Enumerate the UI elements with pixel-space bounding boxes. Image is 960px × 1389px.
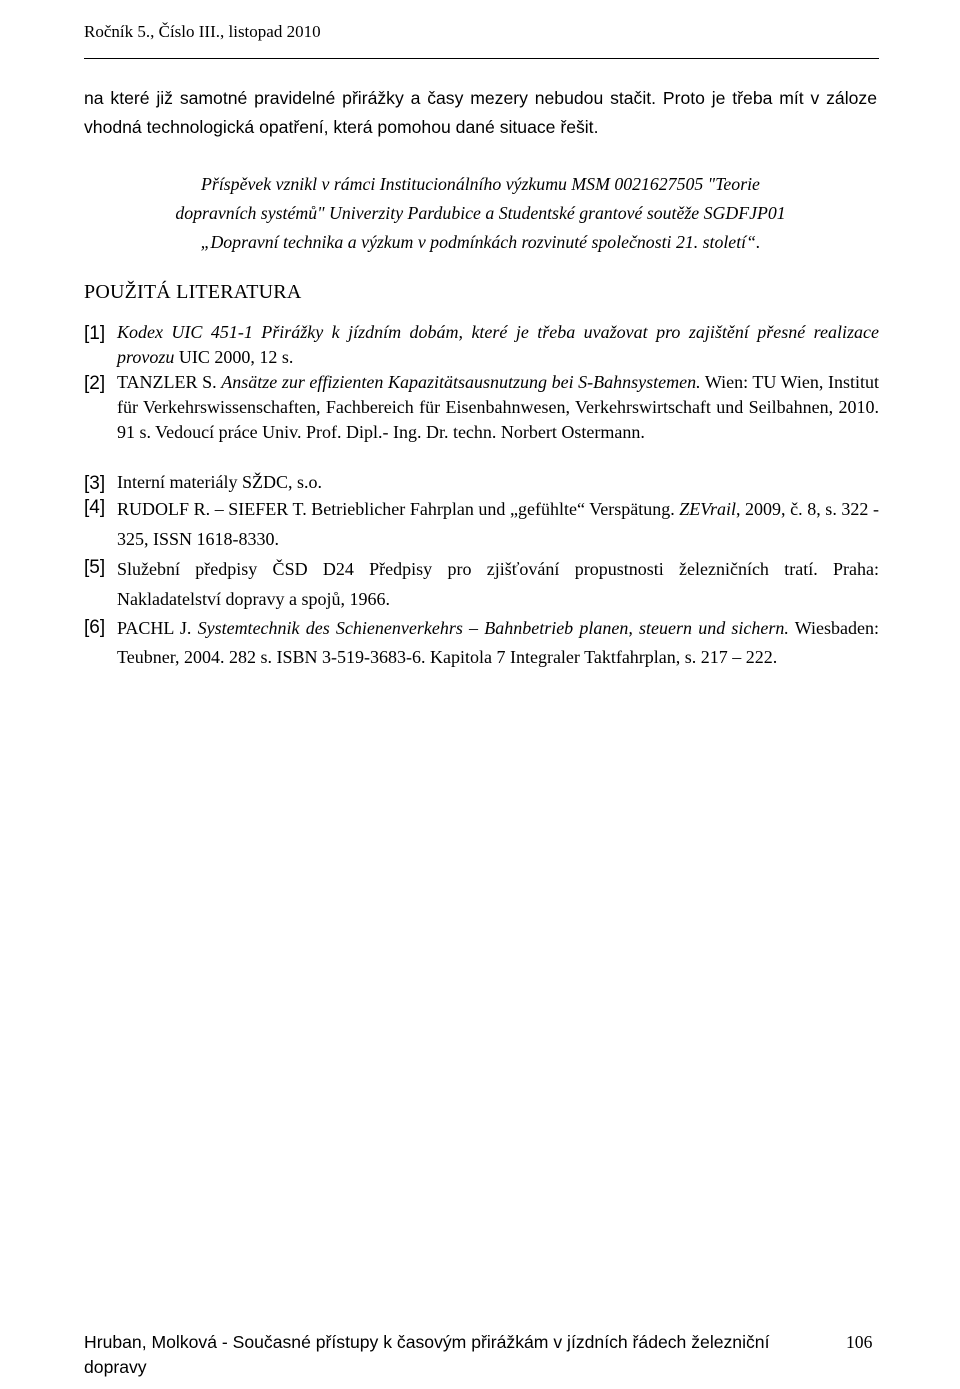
acknowledgement-line: „Dopravní technika a výzkum v podmínkách rozvinuté společnosti 21. století“.: [200, 232, 761, 252]
reference-text: Interní materiály SŽDC, s.o.: [117, 472, 322, 492]
reference-title: Kodex UIC 451-1 Přirážky k jízdním dobám, které je třeba uvažovat pro zajištění přesné realizace provozu: [117, 322, 879, 367]
reference-text: [117, 320, 879, 370]
reference-text: Služební předpisy ČSD D24 Předpisy pro zjišťování propustnosti železničních tratí. Praha: Nakladatelství dopravy a spojů, 1966.: [117, 559, 879, 609]
reference-author: TANZLER S.: [117, 372, 222, 392]
reference-author: PACHL J.: [117, 618, 198, 638]
running-header: Ročník 5., Číslo III., listopad 2010: [84, 22, 321, 41]
reference-item: [84, 494, 879, 554]
body-paragraph: na které již samotné pravidelné přirážky a časy mezery nebudou stačit. Proto je třeba mít v záloze vhodná technologická opatření, která pomohou dané situace řešit.: [84, 88, 877, 137]
reference-author-title: RUDOLF R. – SIEFER T. Betrieblicher Fahrplan und „gefühlte“ Verspätung.: [117, 499, 680, 519]
reference-number: [6]: [84, 617, 106, 638]
reference-title: Ansätze zur effizienten Kapazitätsausnutzung bei S-Bahnsystemen.: [221, 372, 701, 392]
reference-journal: ZEVrail: [679, 499, 736, 519]
header-rule: [84, 58, 879, 59]
reference-item: [84, 470, 879, 495]
reference-title: Systemtechnik des Schienenverkehrs – Bahnbetrieb planen, steuern und sichern.: [197, 618, 789, 638]
reference-text: [117, 370, 879, 445]
reference-item: [84, 320, 879, 370]
acknowledgement-line: dopravních systémů" Univerzity Pardubice a Studentské grantové soutěže SGDFJP01: [175, 203, 786, 223]
reference-number: [1]: [84, 323, 106, 344]
footer-text: Hruban, Molková - Současné přístupy k časovým přirážkám v jízdních řádech železniční dopravy: [84, 1332, 770, 1377]
reference-details: , 2009, č. 8, s. 322 - 325, ISSN 1618-8330.: [117, 499, 879, 549]
reference-details: Wien: TU Wien, Institut für Verkehrswissenschaften, Fachbereich für Eisenbahnwesen, Verkehrswirtschaft und Seilbahnen, 2010. 91 s. Vedoucí práce Univ. Prof. Dipl.- Ing. Dr. techn. Norbert Ostermann.: [117, 372, 880, 442]
reference-number: [4]: [84, 497, 106, 518]
acknowledgement-line: Příspěvek vznikl v rámci Institucionálního výzkumu MSM 0021627505 "Teorie: [201, 174, 760, 194]
reference-details: Wiesbaden: Teubner, 2004. 282 s. ISBN 3-519-3683-6. Kapitola 7 Integraler Taktfahrplan, s. 217 – 222.: [117, 618, 880, 667]
reference-item: [84, 370, 879, 445]
reference-number: [3]: [84, 473, 106, 494]
acknowledgement: [84, 170, 877, 257]
reference-number: [2]: [84, 373, 106, 394]
reference-number: [5]: [84, 557, 106, 578]
reference-text: [117, 494, 879, 554]
reference-item: [84, 614, 879, 672]
reference-text: [117, 614, 879, 672]
section-title: POUŽITÁ LITERATURA: [84, 281, 302, 303]
reference-details: UIC 2000, 12 s.: [174, 347, 294, 367]
reference-item: [84, 554, 879, 614]
page-number: 106: [846, 1332, 873, 1352]
